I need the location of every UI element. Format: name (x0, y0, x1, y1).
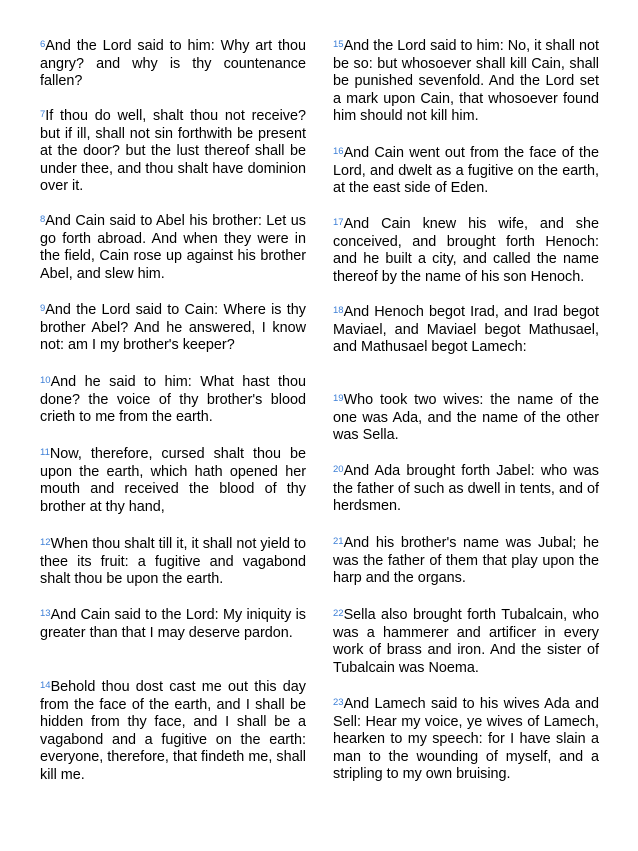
verse-text: And Cain said to the Lord: My iniquity is greater than that I may deserve pardon. (40, 607, 306, 641)
verse (40, 213, 306, 283)
verse (40, 108, 306, 196)
verse (333, 145, 599, 198)
verse-text: And the Lord said to him: Why art thou angry? and why is thy countenance fallen? (40, 38, 306, 90)
verse-text: And the Lord said to him: No, it shall not be so: but whosoever shall kill Cain, shall be punished sevenfold. And the Lord set a mark upon Cain, that whosoever found him should not kill him. (333, 38, 599, 125)
verse (40, 446, 306, 516)
verse (333, 607, 599, 677)
verse-number: 17 (333, 217, 344, 228)
verse-number: 7 (40, 109, 46, 120)
verse-text: And Ada brought forth Jabel: who was the father of such as dwell in tents, and of herdsmen. (333, 463, 599, 515)
verse-text: Now, therefore, cursed shalt thou be upon the earth, which hath opened her mouth and received the blood of thy brother at thy hand, (40, 446, 306, 515)
verse (40, 679, 306, 785)
verse-number: 8 (40, 214, 46, 225)
verse-number: 9 (40, 303, 46, 314)
verse (333, 216, 599, 286)
verse-number: 12 (40, 537, 51, 548)
verse-text: And the Lord said to Cain: Where is thy brother Abel? And he answered, I know not: am I my brother's keeper? (40, 302, 306, 354)
verse (40, 374, 306, 427)
verse-number: 19 (333, 393, 344, 404)
verse-text: And Cain said to Abel his brother: Let us go forth abroad. And when they were in the field, Cain rose up against his brother Abel, and slew him. (40, 213, 306, 282)
verse-number: 11 (40, 447, 50, 458)
verse (333, 696, 599, 784)
verse (333, 392, 599, 445)
verse-number: 23 (333, 697, 344, 708)
verse (40, 38, 306, 91)
verse-number: 16 (333, 146, 344, 157)
verse-text: Behold thou dost cast me out this day from the face of the earth, and I shall be hidden from thy face, and I shall be a vagabond and a fugitive on the earth: everyone, therefore, that findeth me, shall kill me. (40, 679, 306, 783)
verse (333, 535, 599, 588)
verse-number: 10 (40, 375, 51, 386)
verse-text: When thou shalt till it, it shall not yield to thee its fruit: a fugitive and vagabond shalt thou be upon the earth. (40, 536, 306, 588)
verse-text: And Lamech said to his wives Ada and Sell: Hear my voice, ye wives of Lamech, hearken to my speech: for I have slain a man to the wounding of myself, and a stripling to my own bruising. (333, 696, 599, 783)
verse (333, 304, 599, 357)
verse-text: If thou do well, shalt thou not receive? but if ill, shall not sin forthwith be present at the door? but the lust thereof shall be under thee, and thou shalt have dominion over it. (40, 108, 306, 195)
verse-text: Sella also brought forth Tubalcain, who was a hammerer and artificer in every work of brass and iron. And the sister of Tubalcain was Noema. (333, 607, 599, 676)
verse-text: And Cain knew his wife, and she conceived, and brought forth Henoch: and he built a city, and called the name thereof by the name of his son Henoch. (333, 216, 599, 285)
verse (40, 607, 306, 642)
verse-text: And his brother's name was Jubal; he was the father of them that play upon the harp and the organs. (333, 535, 599, 587)
verse-number: 22 (333, 608, 344, 619)
verse (333, 463, 599, 516)
verse-text: Who took two wives: the name of the one was Ada, and the name of the other was Sella. (333, 392, 599, 444)
verse-number: 21 (333, 536, 344, 547)
verse-number: 20 (333, 464, 344, 475)
verse-number: 18 (333, 305, 344, 316)
verse-text: And Cain went out from the face of the Lord, and dwelt as a fugitive on the earth, at the east side of Eden. (333, 145, 599, 197)
verse (40, 302, 306, 355)
verse-text: And Henoch begot Irad, and Irad begot Maviael, and Maviael begot Mathusael, and Mathusael begot Lamech: (333, 304, 599, 356)
verse (40, 536, 306, 589)
verse-number: 14 (40, 680, 51, 691)
verse-text: And he said to him: What hast thou done? the voice of thy brother's blood crieth to me from the earth. (40, 374, 306, 426)
verse-number: 6 (40, 39, 46, 50)
verse-number: 15 (333, 39, 344, 50)
verse (333, 38, 599, 126)
verse-number: 13 (40, 608, 51, 619)
